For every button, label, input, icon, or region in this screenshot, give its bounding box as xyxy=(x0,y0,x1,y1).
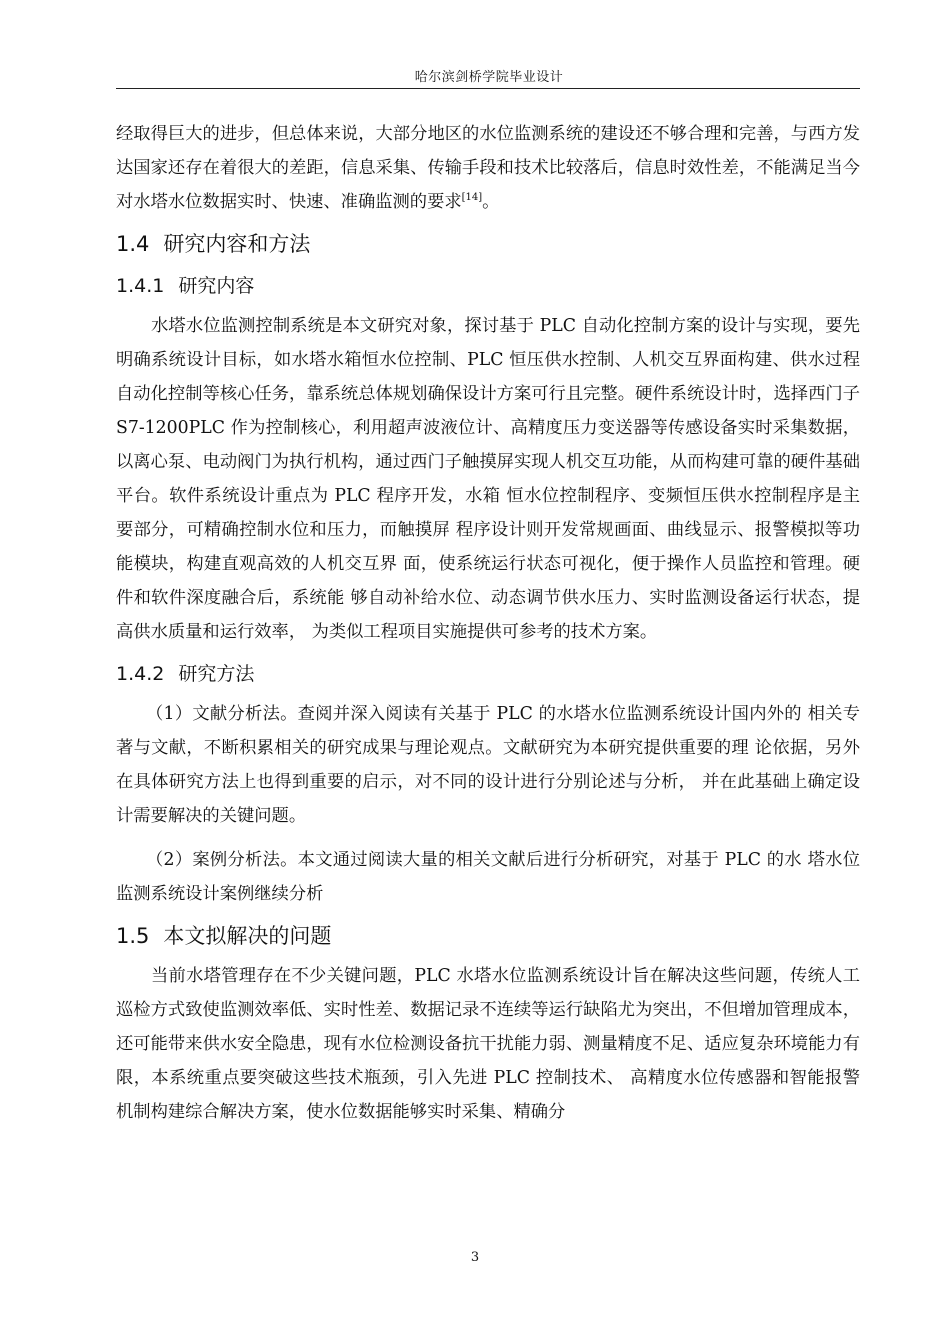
page-number: 3 xyxy=(470,1250,480,1265)
page-body xyxy=(116,117,860,1129)
heading-number: 1.4 xyxy=(116,232,150,256)
method-literature-paragraph: （1）文献分析法。查阅并深入阅读有关基于 PLC 的水塔水位监测系统设计国内外的 相关专著与文献，不断积累相关的研究成果与理论观点。文献研究为本研究提供重要的理 论依据，另外在具体研究方法上也得到重要的启示，对不同的设计进行分别论述与分析， 并在此基础上确定设计需要解决的关键问题。 xyxy=(116,704,860,826)
page-header: 哈尔滨剑桥学院毕业设计 xyxy=(414,70,564,85)
header-divider xyxy=(116,88,860,89)
heading-1-4 xyxy=(116,227,860,261)
continuation-paragraph xyxy=(116,117,860,219)
citation-ref: [14] xyxy=(461,192,483,204)
continuation-text: 经取得巨大的进步，但总体来说，大部分地区的水位监测系统的建设还不够合理和完善，与西方发达国家还存在着很大的差距，信息采集、传输手段和技术比较落后，信息时效性差，不能满足当今对水塔水位数据实时、快速、准确监测的要求 xyxy=(116,124,860,212)
heading-text: 本文拟解决的问题 xyxy=(163,924,332,948)
heading-number: 1.4.1 xyxy=(116,275,165,297)
heading-text: 研究方法 xyxy=(178,663,255,685)
research-content-paragraph: 水塔水位监测控制系统是本文研究对象，探讨基于 PLC 自动化控制方案的设计与实现，要先明确系统设计目标，如水塔水箱恒水位控制、PLC 恒压供水控制、人机交互界面构建、供水过程自动化控制等核心任务，靠系统总体规划确保设计方案可行且完整。硬件系统设计时，选择西门子 S7-1200PLC 作为控制核心，利用超声波液位计、高精度压力变送器等传感设备实时采集数据，以离心泵、电动阀门为执行机构，通过西门子触摸屏实现人机交互功能，从而构建可靠的硬件基础平台。软件系统设计重点为 PLC 程序开发，水箱 恒水位控制程序、变频恒压供水控制程序是主要部分，可精确控制水位和压力，而触摸屏 程序设计则开发常规画面、曲线显示、报警模拟等功能模块，构建直观高效的人机交互界 面，使系统运行状态可视化，便于操作人员监控和管理。硬件和软件深度融合后，系统能 够自动补给水位、动态调节供水压力、实时监测设备运行状态，提高供水质量和运行效率， 为类似工程项目实施提供可参考的技术方案。 xyxy=(116,316,860,642)
method-case-paragraph: （2）案例分析法。本文通过阅读大量的相关文献后进行分析研究，对基于 PLC 的水 塔水位监测系统设计案例继续分析 xyxy=(116,850,860,904)
problems-paragraph: 当前水塔管理存在不少关键问题，PLC 水塔水位监测系统设计旨在解决这些问题，传统人工巡检方式致使监测效率低、实时性差、数据记录不连续等运行缺陷尤为突出，不但增加管理成本，还可能带来供水安全隐患，现有水位检测设备抗干扰能力弱、测量精度不足、适应复杂环境能力有限，本系统重点要突破这些技术瓶颈，引入先进 PLC 控制技术、 高精度水位传感器和智能报警机制构建综合解决方案，使水位数据能够实时采集、精确分 xyxy=(116,966,860,1122)
heading-text: 研究内容和方法 xyxy=(163,232,311,256)
continuation-end: 。 xyxy=(482,192,500,212)
heading-text: 研究内容 xyxy=(178,275,255,297)
heading-number: 1.4.2 xyxy=(116,663,165,685)
heading-number: 1.5 xyxy=(116,924,150,948)
paragraph-gap xyxy=(116,833,860,843)
heading-1-5 xyxy=(116,919,860,953)
heading-1-4-1 xyxy=(116,269,860,303)
heading-1-4-2 xyxy=(116,657,860,691)
